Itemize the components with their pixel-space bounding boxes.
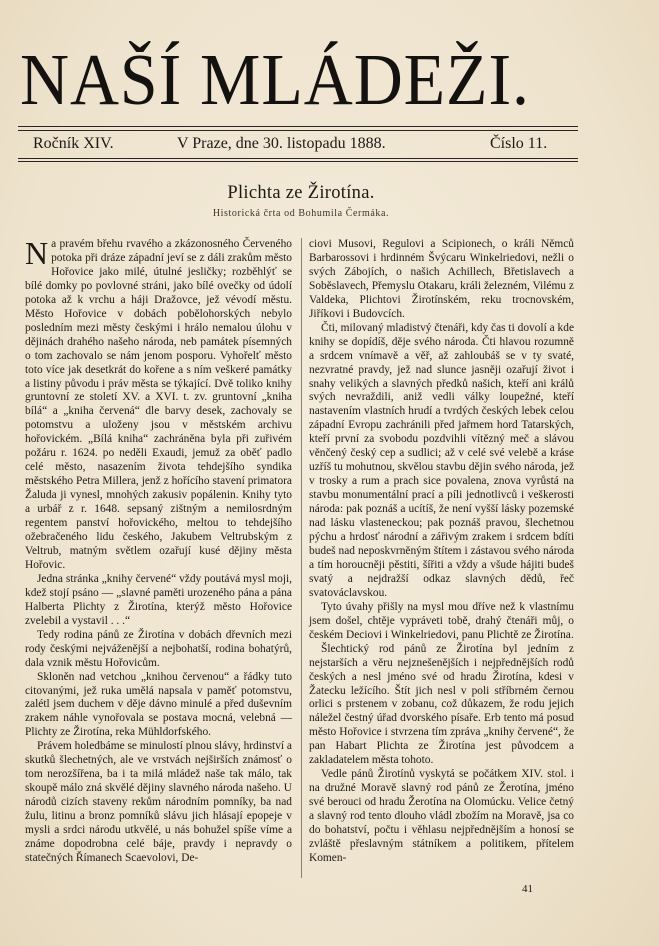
paragraph: Skloněn nad vetchou „knihou červenou“ a řádky tuto citovanými, jež ruka umělá napsala v paměť potomstvu, zalétl jsem duchem v děje dávno minulé a před duševním zrakem náhle vynořovala se postava mocná, velebná — Plichty ze Žirotína, reka Mühldorfského.: [25, 670, 292, 739]
article-title: Plichta ze Žirotína.: [227, 183, 375, 203]
header-rule-bottom: [18, 158, 578, 159]
column-divider: [301, 238, 302, 878]
header-rule-bottom-double: [18, 161, 578, 162]
header-rule-top-double: [18, 130, 578, 131]
text-column-left: [25, 235, 292, 866]
place-date: V Praze, dne 30. listopadu 1888.: [177, 135, 386, 152]
paragraph: Šlechtický rod pánů ze Žirotína byl jedním z nejstarších a věru nejznešenějších i nejpřednějších rodů českých a nesl jméno své od hradu Žirotína, kdesi v Žatecku ležícího. Štít jich nesl v poli stříbrném černou orlici s prstenem v zobanu, což důkazem, že rodu jejich náležel čestný úřad dvorského písaře. Erb tento má posud město Hořovice i stvrzena tím zpráva „knihy červené“, že pan Habart Plichta ze Žirotína jest původcem a zakladatelem města tohoto.: [309, 642, 574, 767]
paragraph: Tedy rodina pánů ze Žirotína v dobách dřevních mezi rody českými nejváženější a nejbohatší, rodina bohatýrů, dala vznik městu Hořovicům.: [25, 628, 292, 669]
paragraph: Vedle pánů Žirotínů vyskytá se počátkem XIV. stol. i na družné Moravě slavný rod pánů ze Žerotína, jméno své berouci od hradu Žerotína na Olomúcku. Velice četný a slavný rod tento dlouho vládl zbožím na Moravě, jsa co do bohatství, počtu i věhlasu nejpřednějším a honosí se zvláště přeslavným státníkem a politikem, přítelem Komen-: [309, 768, 574, 864]
drop-cap: N: [25, 235, 49, 271]
header-rule-top: [18, 126, 578, 127]
paragraph: Čti, milovaný mladistvý čtenáři, kdy čas ti dovolí a kde knihy se dopídíš, děje svého národa. Čti hlavou rozumně a srdcem vnímavě a věř, až zahloubáš se v ty svaté, nezvratné pravdy, jež nad slunce jasněji ozařují život i snahy velikých a slavných předků našich, kteří ani králů svých nevraždili, aniž vedli války loupežné, kteří nastavením vlastních hrudí a tvrdých českých lebek celou západní Evropu zachránili před jařmem hord Tatarských, kteří první za svobodu pozdvihli vítězný meč a slávou věnčený český cep a sudlici; až v celé své velebě a kráse uzříš tu mohutnou, skvělou stavbu dějin svého národa, jež v trosky a rum a prach sice povalena, znova vyrůstá na stavbu monumentální prací a píli jednotlivců i veškerosti národa: pak poznáš a ucítíš, že není vyšší lásky pozemské nad lásku vlasteneckou; pak poznáš pravou, šlechetnou pýchu a hrdosť národní a zářivým zrakem i srdcem bdíti budeš nad neposkvrněným štítem i zástavou svého národa a tím horoucněji pěstiti, šířiti a vždy a všude hájiti budeš svatý a nejdražší odkaz slavných dědů, řeč svatováclavskou.: [309, 321, 574, 599]
volume-label: Ročník XIV.: [33, 135, 114, 152]
text-column-right: [309, 238, 574, 866]
masthead-title: NAŠÍ MLÁDEŽI.: [20, 39, 530, 120]
page-number: 41: [522, 883, 533, 895]
paragraph: Jedna stránka „knihy červené“ vždy poutává mysl moji, kdež stojí psáno — „slavné paměti urozeného pána a pána Halberta Plichty z Žirotína, kterýž město Hořovice zvelebil a vystavil . . .“: [25, 572, 292, 627]
paragraph: Právem holedbáme se minulostí plnou slávy, hrdinství a skutků šlechetných, ale ve vrstvách nejširších známosť o tom nerozšířena, ba i ta milá mládež naše tak málo, tak skoupě málo zná skvělé dějiny slavného národa našeho. U národů cizích staveny rekům národním pomníky, ba nad žulu, litinu a bronz pomníků slávu jich hlásají epopeje v mysli a srdci národu utkvělé, u nás bohužel spíše víme a známe dopodrobna celé báje, pravdy i nepravdy o statečných Římanech Scaevolovi, De-: [25, 740, 292, 864]
paragraph: ciovi Musovi, Regulovi a Scipionech, o králi Němců Barbarossovi i hrdinném Švýcaru Winkelriedovi, nežli o svých Zábojích, o našich Achillech, Břetislavech a Soběslavech, Přemyslu Otakaru, králi železném, Vilému z Valdeka, Plichtovi Žirotínském, reku trocnovském, Jiříkovi i Budovcích.: [309, 238, 574, 320]
paragraph: Na pravém břehu rvavého a zkázonosného Červeného potoka při dráze západní jeví se z dáli zrakům město Hořovice jako milé, útulné jesličky; rozběhlýť se bílé domky po povlovné stráni, jako bílé ovečky od údolí potoka až k vrchu a háji Dražovce, jež vévodí městu. Město Hořovice v dobách pobělohorských nebylo posledním mezi městy českými i hrálo nemalou úlohu v dějinách drahého našeho národa, neb památek písemných o tom zachovalo se nám jenom posporu. Vyhořelť město toto více jak desetkrát do kořene a s ním veškeré památky a listiny původu i práv města se týkající. Dvě toliko knihy gruntovní ze století XV. a XVI. t. zv. gruntovní „kniha bílá“ a „kniha červená“ dle barvy desek, zachovaly se potomstvu a uloženy jsou v městském archivu hořovickém. „Bílá kniha“ zachráněna byla při zuřivém požáru r. 1624. po neděli Exaudi, jemuž za oběť padlo celé město, nasazením života tehdejšího syndika městského Petra Millera, jenž z hořícího stavení primatora Žaluda ji vynesl, mnohých zakusiv popálenin. Knihy tyto a urbář z r. 1648. sepsaný zištným a nemilosrdným regentem panství hořovického, meltou to tehdejšího ožebračeného lidu českého, Jakubem Veltrubským z Veltrub, matným světlem ozařují kusé dějiny města Hořovic.: [25, 235, 292, 571]
paragraph: Tyto úvahy přišly na mysl mou dříve než k vlastnímu jsem došel, chtěje vypráveti tobě, drahý čtenáři můj, o českém Deciovi i Winkelriedovi, panu Plichtě ze Žirotína.: [309, 600, 574, 641]
article-byline: Historická črta od Bohumila Čermáka.: [212, 208, 390, 219]
issue-number: Číslo 11.: [490, 135, 548, 152]
